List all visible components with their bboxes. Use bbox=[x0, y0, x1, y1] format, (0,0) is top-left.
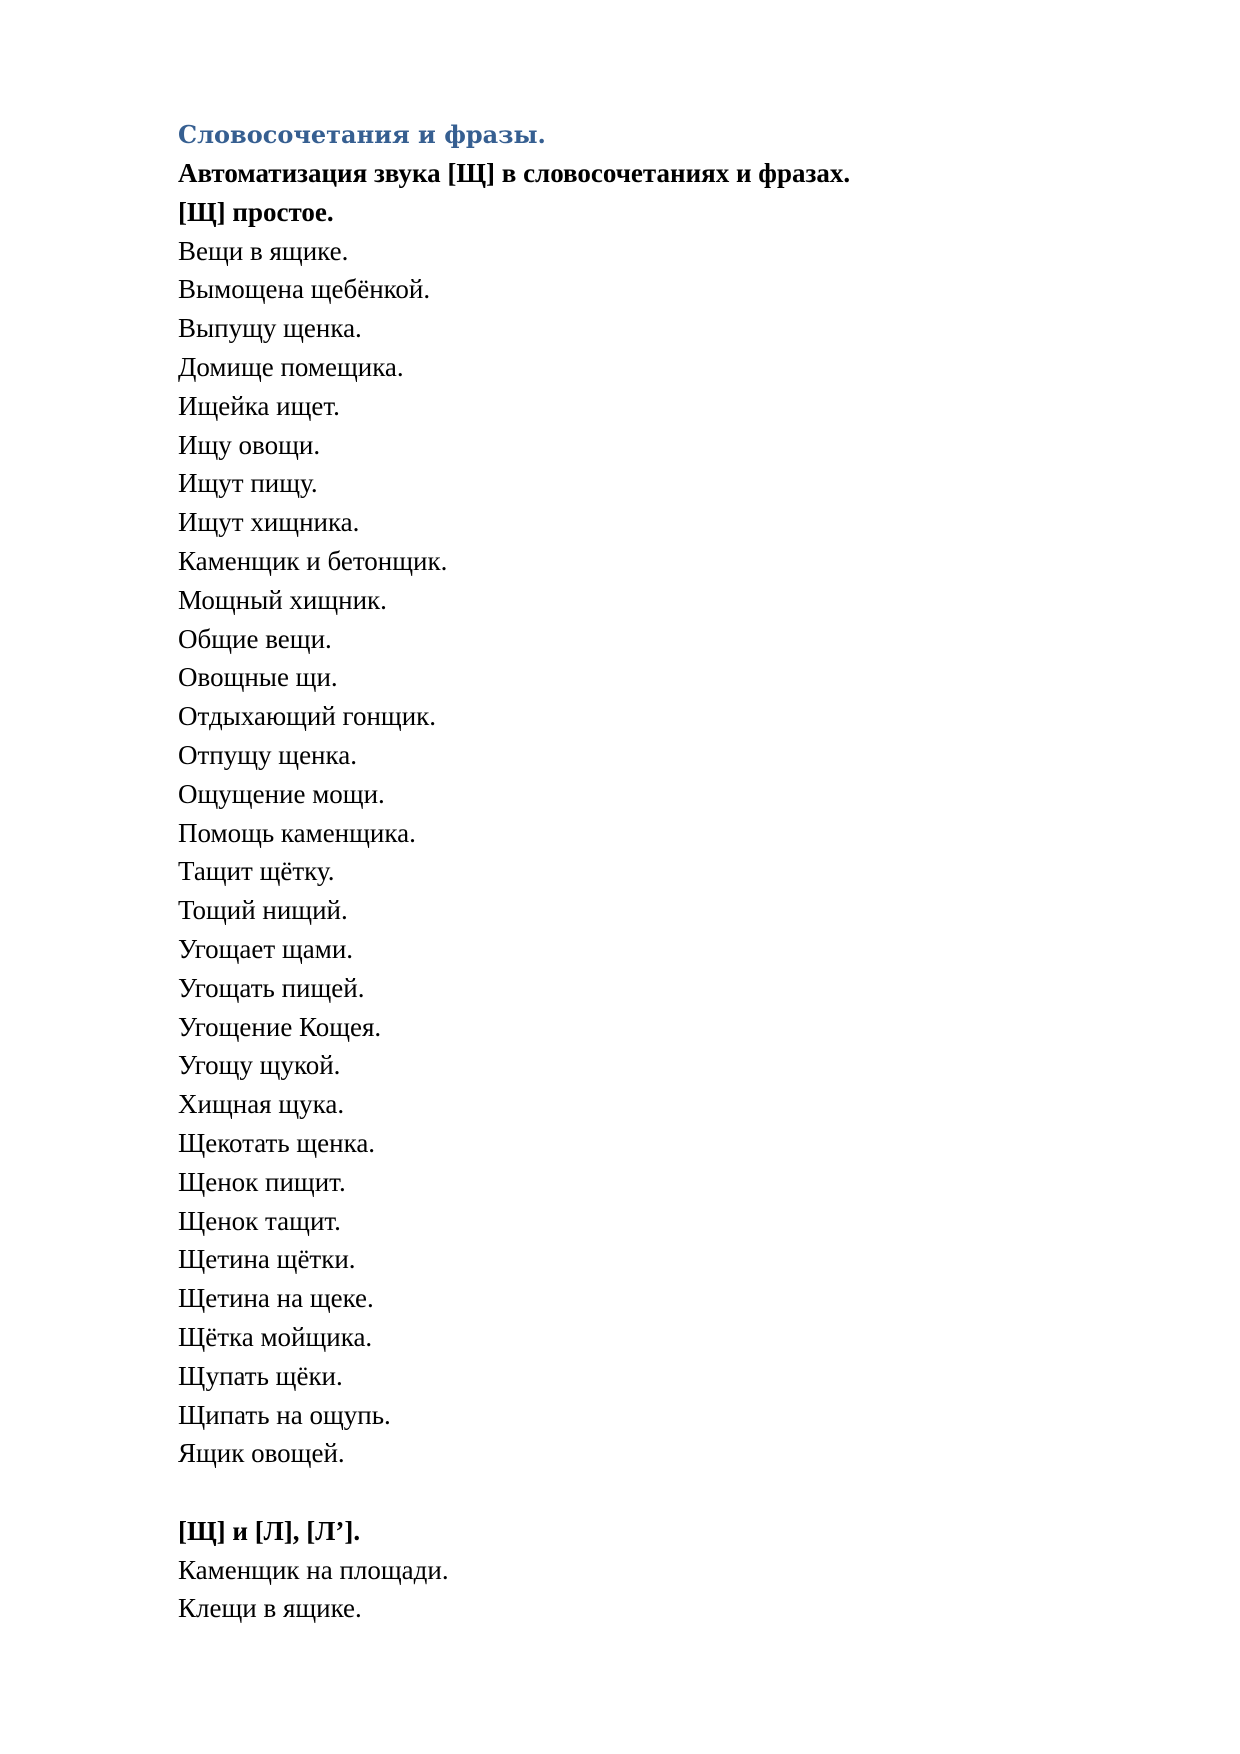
phrase-item: Угощу щукой. bbox=[178, 1050, 341, 1081]
phrase-item: Ощущение мощи. bbox=[178, 778, 385, 809]
document-subtitle: Автоматизация звука [Щ] в словосочетаниях и фразах. bbox=[178, 158, 851, 188]
phrase-item: Ищу овощи. bbox=[178, 429, 321, 460]
phrase-item: Ищут пищу. bbox=[178, 468, 318, 499]
phrase-item: Мощный хищник. bbox=[178, 584, 387, 615]
phrase-item: Каменщик и бетонщик. bbox=[178, 545, 448, 576]
phrase-item: Отпущу щенка. bbox=[178, 739, 357, 770]
phrase-item: Ищейка ищет. bbox=[178, 390, 340, 421]
section-header: [Щ] и [Л], [Л’]. bbox=[178, 1515, 361, 1546]
phrase-item: Клещи в ящике. bbox=[178, 1593, 362, 1624]
phrase-item: Щетина щётки. bbox=[178, 1244, 356, 1275]
phrase-item: Хищная щука. bbox=[178, 1089, 345, 1120]
phrase-item: Щупать щёки. bbox=[178, 1360, 343, 1391]
blank-line bbox=[178, 1473, 1178, 1512]
phrase-item: Выпущу щенка. bbox=[178, 313, 362, 344]
phrase-item: Тощий нищий. bbox=[178, 895, 348, 926]
phrase-item: Тащит щётку. bbox=[178, 856, 335, 887]
phrase-item: Щенок пищит. bbox=[178, 1166, 346, 1197]
phrase-item: Щенок тащит. bbox=[178, 1205, 341, 1236]
section-header: [Щ] простое. bbox=[178, 196, 334, 227]
phrase-item: Угощает щами. bbox=[178, 933, 354, 964]
phrase-item: Щекотать щенка. bbox=[178, 1127, 376, 1158]
phrase-item: Вещи в ящике. bbox=[178, 235, 349, 266]
phrase-item: Щетина на щеке. bbox=[178, 1283, 374, 1314]
section-simple bbox=[178, 193, 1178, 1473]
phrase-item: Щётка мойщика. bbox=[178, 1321, 373, 1352]
phrase-item: Угощение Кощея. bbox=[178, 1011, 382, 1042]
phrase-item: Отдыхающий гонщик. bbox=[178, 701, 437, 732]
document-content bbox=[178, 116, 1178, 1628]
phrase-item: Помощь каменщика. bbox=[178, 817, 416, 848]
phrase-item: Вымощена щебёнкой. bbox=[178, 274, 431, 305]
phrase-list bbox=[178, 232, 1178, 1474]
phrase-item: Ищут хищника. bbox=[178, 507, 360, 538]
phrase-item: Щипать на ощупь. bbox=[178, 1399, 391, 1430]
phrase-item: Каменщик на площади. bbox=[178, 1554, 449, 1585]
document-title: Словосочетания и фразы. bbox=[178, 120, 546, 149]
phrase-item: Овощные щи. bbox=[178, 662, 338, 693]
phrase-item: Ящик овощей. bbox=[178, 1438, 345, 1469]
phrase-item: Домище помещика. bbox=[178, 351, 404, 382]
phrase-list bbox=[178, 1551, 1178, 1629]
section-with-l bbox=[178, 1512, 1178, 1628]
phrase-item: Угощать пищей. bbox=[178, 972, 365, 1003]
phrase-item: Общие вещи. bbox=[178, 623, 332, 654]
